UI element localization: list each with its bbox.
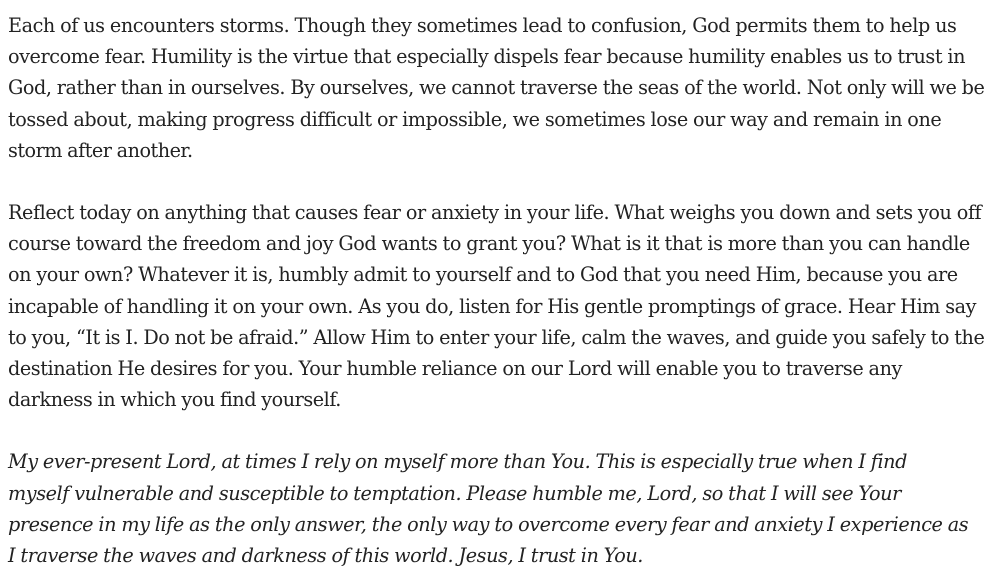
text-line: Reflect today on anything that causes fear or anxiety in your life. What weighs you down and sets you off <box>8 201 982 225</box>
prayer-line: I traverse the waves and darkness of this world. Jesus, I trust in You. <box>8 544 643 568</box>
text-line: storm after another. <box>8 138 193 162</box>
text-line: incapable of handling it on your own. As you do, listen for His gentle promptings of grace. Hear Him say <box>8 294 977 318</box>
text-line: God, rather than in ourselves. By ourselves, we cannot traverse the seas of the world. Not only will we be <box>8 76 985 100</box>
prayer-line: My ever-present Lord, at times I rely on myself more than You. This is especially true when I find <box>8 450 907 474</box>
text-line: course toward the freedom and joy God wants to grant you? What is it that is more than you can handle <box>8 232 970 256</box>
text-line: destination He desires for you. Your humble reliance on our Lord will enable you to traverse any <box>8 357 902 381</box>
reflection-paragraph-fear <box>8 197 992 415</box>
text-line: darkness in which you find yourself. <box>8 388 341 412</box>
text-line: tossed about, making progress difficult or impossible, we sometimes lose our way and remain in one <box>8 107 942 131</box>
prayer-paragraph <box>8 446 992 571</box>
text-line: Each of us encounters storms. Though they sometimes lead to confusion, God permits them to help us <box>8 14 957 37</box>
text-line: to you, “It is I. Do not be afraid.” Allow Him to enter your life, calm the waves, and guide you safely to the <box>8 325 985 349</box>
text-line: on your own? Whatever it is, humbly admit to yourself and to God that you need Him, because you are <box>8 263 958 287</box>
reflection-paragraph-storms <box>8 10 992 166</box>
prayer-line: presence in my life as the only answer, the only way to overcome every fear and anxiety I experience as <box>8 512 969 536</box>
text-line: overcome fear. Humility is the virtue that especially dispels fear because humility enables us to trust in <box>8 45 966 69</box>
article-body <box>8 10 992 571</box>
prayer-line: myself vulnerable and susceptible to temptation. Please humble me, Lord, so that I will see Your <box>8 481 901 505</box>
